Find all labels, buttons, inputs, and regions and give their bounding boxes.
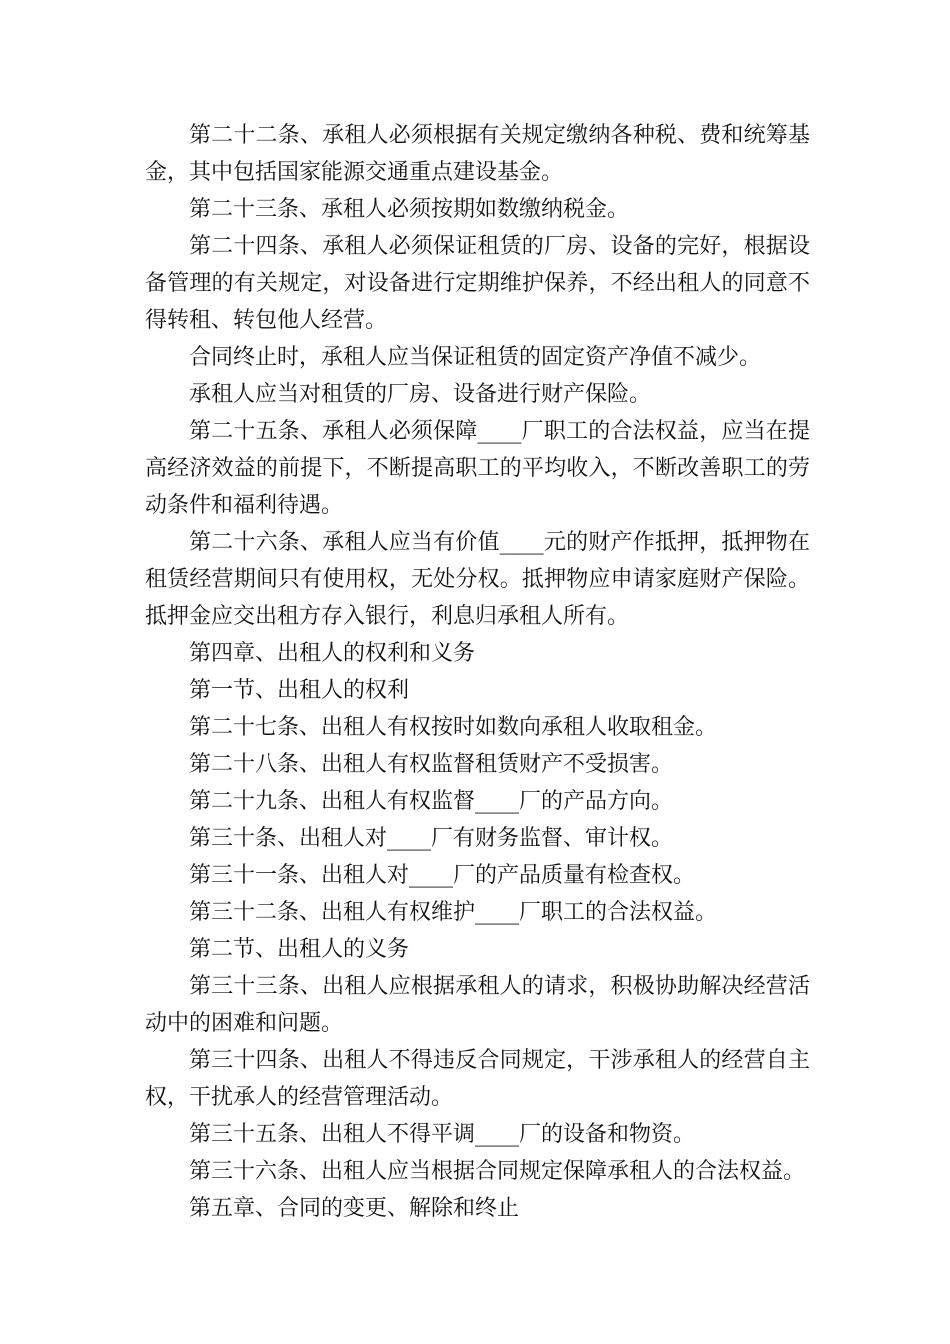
paragraph-property-insurance: 承租人应当对租赁的厂房、设备进行财产保险。 <box>189 382 652 407</box>
section-heading-2: 第二节、出租人的义务 <box>189 937 410 962</box>
chapter-heading-4: 第四章、出租人的权利和义务 <box>189 641 476 666</box>
paragraph-article-30: 第三十条、出租人对____厂有财务监督、审计权。 <box>189 826 674 851</box>
paragraph-article-33: 第三十三条、出租人应根据承租人的请求，积极协助解决经营活动中的困难和问题。 <box>145 974 810 1036</box>
paragraph-article-27: 第二十七条、出租人有权按时如数向承租人收取租金。 <box>189 715 718 740</box>
paragraph-article-24: 第二十四条、承租人必须保证租赁的厂房、设备的完好，根据设备管理的有关规定，对设备进行定期维护保养，不经出租人的同意不得转租、转包他人经营。 <box>145 234 810 333</box>
paragraph-article-23: 第二十三条、承租人必须按期如数缴纳税金。 <box>189 197 630 222</box>
paragraph-article-32: 第三十二条、出租人有权维护____厂职工的合法权益。 <box>189 900 718 925</box>
paragraph-article-28: 第二十八条、出租人有权监督租赁财产不受损害。 <box>189 752 674 777</box>
section-heading-1: 第一节、出租人的权利 <box>189 678 410 703</box>
chapter-heading-5: 第五章、合同的变更、解除和终止 <box>189 1196 520 1221</box>
paragraph-article-22: 第二十二条、承租人必须根据有关规定缴纳各种税、费和统筹基金，其中包括国家能源交通重点建设基金。 <box>145 123 810 185</box>
paragraph-article-25: 第二十五条、承租人必须保障____厂职工的合法权益，应当在提高经济效益的前提下，不断提高职工的平均收入，不断改善职工的劳动条件和福利待遇。 <box>145 419 810 518</box>
paragraph-article-29: 第二十九条、出租人有权监督____厂的产品方向。 <box>189 789 674 814</box>
paragraph-article-36: 第三十六条、出租人应当根据合同规定保障承租人的合法权益。 <box>189 1159 806 1184</box>
paragraph-article-34: 第三十四条、出租人不得违反合同规定，干涉承租人的经营自主权，干扰承人的经营管理活动。 <box>145 1048 810 1110</box>
paragraph-article-26: 第二十六条、承租人应当有价值____元的财产作抵押，抵押物在租赁经营期间只有使用权，无处分权。抵押物应申请家庭财产保险。抵押金应交出租方存入银行，利息归承租人所有。 <box>145 530 810 629</box>
document-body <box>145 117 810 1227</box>
paragraph-article-35: 第三十五条、出租人不得平调____厂的设备和物资。 <box>189 1122 696 1147</box>
paragraph-contract-termination: 合同终止时，承租人应当保证租赁的固定资产净值不减少。 <box>189 345 762 370</box>
paragraph-article-31: 第三十一条、出租人对____厂的产品质量有检查权。 <box>189 863 696 888</box>
